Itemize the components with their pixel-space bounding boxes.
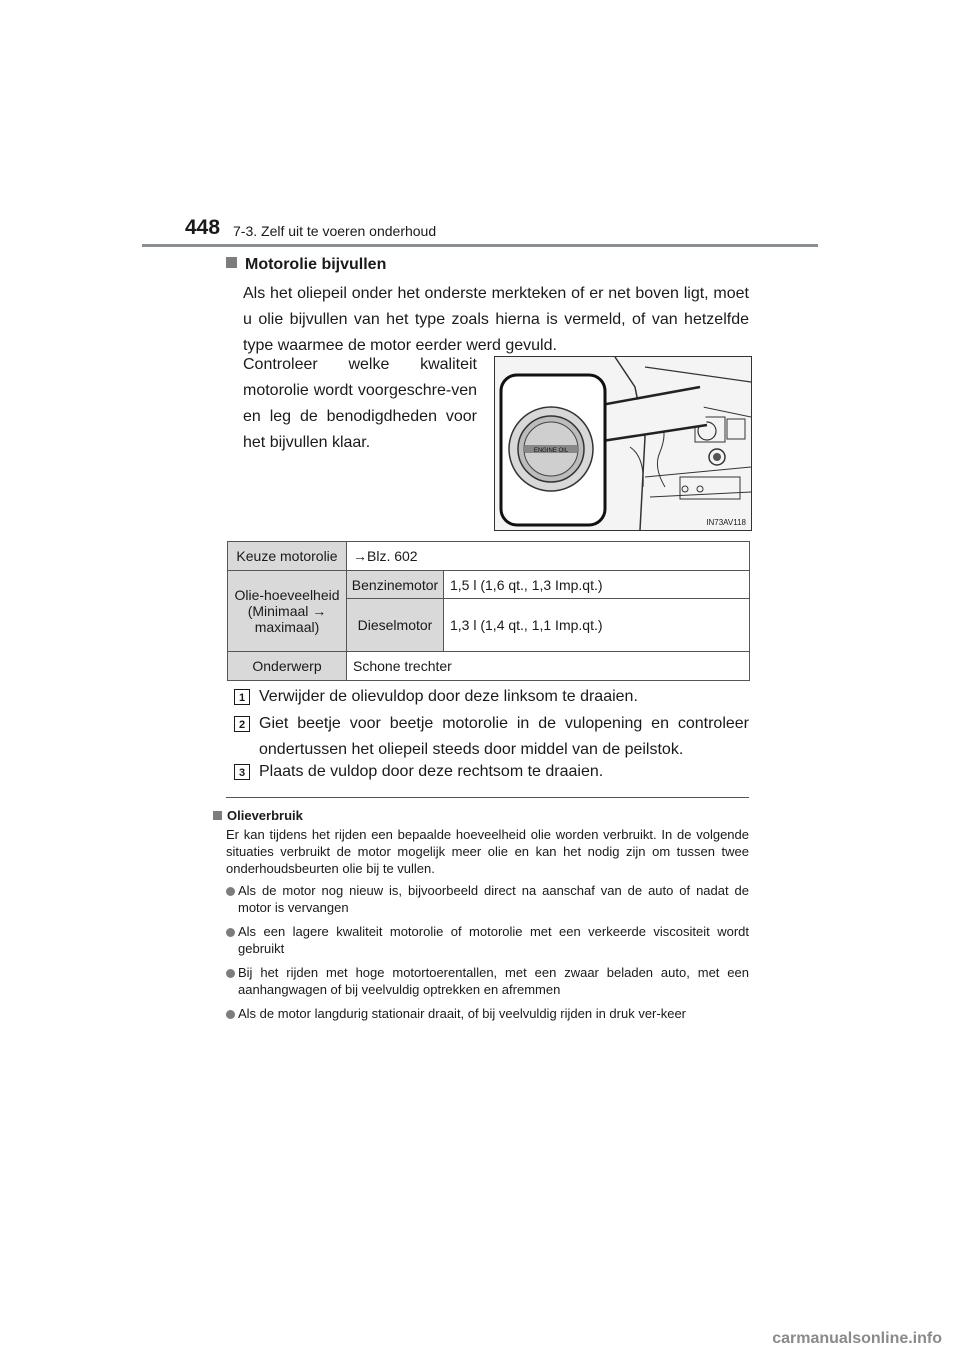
table-row xyxy=(228,542,750,571)
step-text: Verwijder de olievuldop door deze linksom te draaien. xyxy=(259,688,638,705)
item-label: Onderwerp xyxy=(228,652,347,681)
bullet-icon xyxy=(226,969,235,978)
figure-code: IN73AV118 xyxy=(706,518,746,527)
watermark-text: carmanualsonline.info xyxy=(772,1330,942,1347)
step-text: Giet beetje voor beetje motorolie in de vulopening en controleer ondertussen het oliepeil steeds door middel van de peilstok. xyxy=(259,715,749,758)
oil-consumption-intro: Er kan tijdens het rijden een bepaalde hoeveelheid olie worden verbruikt. In de volgende situaties verbruikt de motor mogelijk meer olie en kan het nodig zijn om tussen twee onderhoudsbeurten olie bij te vullen. xyxy=(226,827,749,876)
oil-choice-value: →Blz. 602 xyxy=(347,542,750,571)
bullet-icon xyxy=(226,1010,235,1019)
step-number-badge: 2 xyxy=(234,716,250,732)
step-number-badge: 3 xyxy=(234,764,250,780)
oil-consumption-title: Olieverbruik xyxy=(213,808,303,823)
petrol-engine-value: 1,5 l (1,6 qt., 1,3 Imp.qt.) xyxy=(444,571,750,599)
table-row xyxy=(228,571,750,599)
cap-label: ENGINE OIL xyxy=(533,448,569,454)
list-item: Als de motor langdurig stationair draait, of bij veelvuldig rijden in druk ver-keer xyxy=(238,1006,686,1021)
table-row xyxy=(228,652,750,681)
list-item: Bij het rijden met hoge motortoerentallen, met een zwaar beladen auto, met een aanhangwagen of bij veelvuldig optrekken en afremmen xyxy=(238,965,749,997)
diesel-engine-value: 1,3 l (1,4 qt., 1,1 Imp.qt.) xyxy=(444,599,750,652)
section-heading: 7-3. Zelf uit te voeren onderhoud xyxy=(233,223,437,239)
bullet-icon xyxy=(226,887,235,896)
oil-spec-table xyxy=(227,541,750,681)
preparation-paragraph: Controleer welke kwaliteit motorolie wordt voorgeschre-ven en leg de benodigdheden voor het bijvullen klaar. xyxy=(243,356,477,451)
oil-choice-label: Keuze motorolie xyxy=(228,542,347,571)
petrol-engine-label: Benzinemotor xyxy=(347,571,444,599)
intro-paragraph: Als het oliepeil onder het onderste merkteken of er net boven ligt, moet u olie bijvullen van het type zoals hierna is vermeld, of van hetzelfde type waarmee de motor eerder werd gevuld. xyxy=(243,285,749,354)
section-title: Motorolie bijvullen xyxy=(226,256,386,274)
page-number: 448 xyxy=(185,216,221,239)
engine-bay-drawing xyxy=(495,357,751,530)
oil-quantity-label: Olie-hoeveelheid (Minimaal → maximaal) xyxy=(228,571,347,652)
step-text: Plaats de vuldop door deze rechtsom te draaien. xyxy=(259,763,604,780)
square-bullet-icon xyxy=(213,811,222,820)
step-number-badge: 1 xyxy=(234,689,250,705)
diesel-engine-label: Dieselmotor xyxy=(347,599,444,652)
engine-oil-cap-illustration xyxy=(494,356,752,531)
header-divider xyxy=(142,244,818,247)
list-item: Als de motor nog nieuw is, bijvoorbeeld direct na aanschaf van de auto of nadat de motor is vervangen xyxy=(238,883,749,915)
bullet-icon xyxy=(226,928,235,937)
list-item: Als een lagere kwaliteit motorolie of motorolie met een verkeerde viscositeit wordt gebruikt xyxy=(238,924,749,956)
item-value: Schone trechter xyxy=(347,652,750,681)
section-divider xyxy=(226,797,749,798)
square-bullet-icon xyxy=(226,257,237,268)
